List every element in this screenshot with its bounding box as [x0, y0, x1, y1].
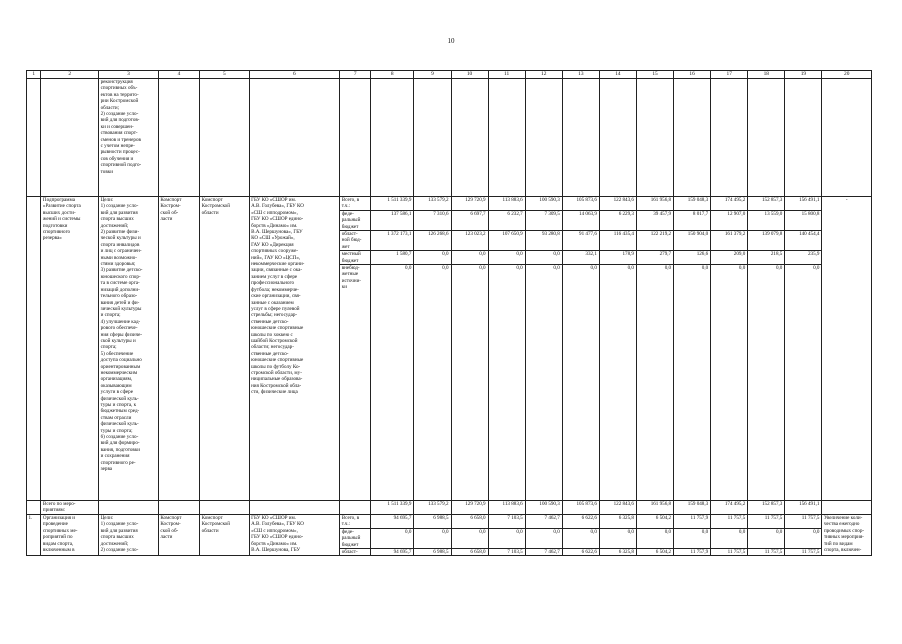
item1-executors: ГБУ КО «СШОР им. А.В. Голубева», ГБУ КО «СШ с ипподромом», ГБУ КО «СШОР едино- борств «Динамо» им. В.А. Шершунова, ГБУ — [249, 514, 340, 555]
column-number: 15 — [636, 71, 673, 79]
funding-value: 6 325,8 — [599, 514, 636, 528]
funding-value: 1 511 339,9 — [371, 197, 414, 211]
column-number: 4 — [158, 71, 199, 79]
item1-name: Организация и проведение спортивных ме- роприятий по видам спорта, включенным в — [41, 514, 99, 555]
funding-value: 105 873,6 — [562, 197, 599, 211]
funding-value: 6 988,5 — [414, 514, 451, 528]
total-value: 1 511 339,9 — [371, 501, 414, 515]
continuation-row — [27, 79, 872, 197]
funding-value: 122 843,6 — [599, 197, 636, 211]
funding-value: 178,9 — [599, 251, 636, 265]
total-value: 152 857,3 — [748, 501, 785, 515]
funding-value: 150 904,0 — [674, 231, 711, 251]
funding-value: 332,1 — [562, 251, 599, 265]
funding-value: 0,0 — [562, 528, 599, 548]
funding-value: 12 907,0 — [711, 210, 748, 230]
item1-responsible: Комспорт Костромской области — [200, 514, 249, 555]
funding-value: 0,0 — [371, 528, 414, 548]
item1-result: Увеличение коли- чества ежегодно проводимых спор- тивных мероприя- тий по видам спорта, включен- — [822, 514, 872, 555]
funding-value: 0,0 — [414, 265, 451, 501]
funding-value: 0,0 — [599, 265, 636, 501]
funding-value: 0,0 — [414, 251, 451, 265]
continuation-goals: реконструкция спортивных объ- ектов на террито- рии Костромской области; 2) создание усло- вий для подготов- ки и совершен- ствования спорт- сменов и тренеров с учетом непре- рывности процес- сов обучения и спортивной подго- товки — [99, 79, 159, 197]
funding-value: 7 462,7 — [525, 548, 562, 555]
funding-value: 235,9 — [785, 251, 822, 265]
funding-value: 0,0 — [599, 528, 636, 548]
column-number: 2 — [41, 71, 99, 79]
column-number: 3 — [99, 71, 159, 79]
funding-value: 156 491,1 — [785, 197, 822, 211]
funding-value: 152 857,3 — [748, 197, 785, 211]
funding-value: 116 435,4 — [599, 231, 636, 251]
funding-value: 279,7 — [636, 251, 673, 265]
total-label: Всего по меро- приятиям: — [41, 501, 99, 515]
funding-value: 15 800,8 — [785, 210, 822, 230]
column-number-row — [27, 71, 872, 79]
total-row — [27, 501, 872, 515]
total-value: 113 883,6 — [488, 501, 525, 515]
funding-source: Всего, в т.ч.: — [340, 197, 371, 211]
budget-table-sheet — [26, 70, 872, 644]
funding-value: 0,0 — [636, 265, 673, 501]
funding-value: 0,0 — [488, 251, 525, 265]
funding-value: 161 956,8 — [636, 197, 673, 211]
funding-value: 14 063,9 — [562, 210, 599, 230]
subprogram-row-total — [27, 197, 872, 211]
column-number: 16 — [674, 71, 711, 79]
funding-source: феде- ральный бюджет — [340, 210, 371, 230]
column-number: 1 — [27, 71, 41, 79]
funding-value: 0,0 — [562, 265, 599, 501]
subprogram-goals: Цели: 1) создание усло- вий для развития спорта высших достижений; 2) развитие физи- ческой культуры и спорта инвалидов и лиц с ограничен- ными возможно- стями здоровья; 3) развитие детско- юношеского спор- та в системе орга- низаций дополни- тельного образо- вания детей и фи- зической культуры и спорта; 4) улучшение кад- рового обеспече- ния сферы физиче- ской культуры и спорта; 5) обеспечение доступа социально ориентированным некоммерческим организациям, оказывающим услуги в сфере физической куль- туры и спорта, к бюджетным сред- ствам отрасли физической куль- туры и спорта; 6) создание усло- вий для формиро- вания, подготовки и сохранения спортивного ре- зерва — [99, 197, 159, 501]
column-number: 14 — [599, 71, 636, 79]
funding-value: 7 309,5 — [525, 210, 562, 230]
column-number: 19 — [785, 71, 822, 79]
column-number: 7 — [340, 71, 371, 79]
funding-value: 126,6 — [674, 251, 711, 265]
funding-value: 0,0 — [748, 528, 785, 548]
total-value: 122 843,6 — [599, 501, 636, 515]
funding-value: 0,0 — [488, 528, 525, 548]
funding-value: 113 883,6 — [488, 197, 525, 211]
funding-value: 140 454,4 — [785, 231, 822, 251]
funding-value: 107 650,9 — [488, 231, 525, 251]
funding-value: 6 622,6 — [562, 514, 599, 528]
funding-value: 218,5 — [748, 251, 785, 265]
funding-value: 122 219,2 — [636, 231, 673, 251]
funding-value: 0,0 — [451, 528, 488, 548]
funding-value: 6 622,6 — [562, 548, 599, 555]
subprogram-executors: ГБУ КО «СШОР им. А.В. Голубева», ГБУ КО «СШ с ипподромом», ГБУ КО «СШОР едино- борств «Динамо» им. В.А. Шершунова», ГБУ КО «СШ «Урожай», ГАУ КО «Дирекция спортивных сооруже- ний», ГАУ КО «ЦСП», некоммерческие органи- зации, связанные с ока- занием услуг в сфере профессионального футбола; некоммерче- ские организации, свя- занные с оказанием услуг в сфере пулевой стрельбы; негосудар- ственные детско- юношеские спортивные школы по хоккею с шайбой Костромской области; негосудар- ственные детско- юношеские спортивные школы по футболу Ко- стромской области, му- ниципальные образова- ния Костромской обла- сти, физические лица — [249, 197, 340, 501]
funding-value: 126 268,6 — [414, 231, 451, 251]
funding-value: 8 017,7 — [674, 210, 711, 230]
funding-value: 11 757,5 — [711, 514, 748, 528]
column-number: 12 — [525, 71, 562, 79]
funding-value: 93 280,8 — [525, 231, 562, 251]
funding-value: 161 379,2 — [711, 231, 748, 251]
funding-value: 11 757,9 — [674, 548, 711, 555]
funding-source: област- ной бюд- жет — [340, 231, 371, 251]
funding-value: 159 048,3 — [674, 197, 711, 211]
funding-value: 7 462,7 — [525, 514, 562, 528]
funding-value: 209,0 — [711, 251, 748, 265]
funding-value: 137 586,1 — [371, 210, 414, 230]
funding-value: 0,0 — [636, 528, 673, 548]
funding-value: 0,0 — [785, 265, 822, 501]
funding-value: 133 579,2 — [414, 197, 451, 211]
funding-value: 0,0 — [451, 265, 488, 501]
funding-value: 0,0 — [414, 528, 451, 548]
total-value: 174 495,2 — [711, 501, 748, 515]
funding-value: 100 590,3 — [525, 197, 562, 211]
funding-value: 0,0 — [674, 528, 711, 548]
funding-value: 6 504,2 — [636, 514, 673, 528]
subprogram-result: - — [822, 197, 872, 501]
column-number: 6 — [249, 71, 340, 79]
funding-value: 0,0 — [525, 251, 562, 265]
funding-value: 7 103,5 — [488, 548, 525, 555]
total-result-empty — [822, 501, 872, 515]
funding-value: 0,0 — [488, 265, 525, 501]
item1-goals: Цели: 1) создание усло- вий для развития спорта высших достижений; 2) создание усло- — [99, 514, 159, 555]
funding-source: Всего, в т.ч.: — [340, 514, 371, 528]
column-number: 11 — [488, 71, 525, 79]
funding-value: 6 988,5 — [414, 548, 451, 555]
funding-value: 0,0 — [748, 265, 785, 501]
subprogram-responsible: Комспорт Костромской области — [200, 197, 249, 501]
funding-value: 7 103,5 — [488, 514, 525, 528]
funding-value: 11 757,5 — [785, 548, 822, 555]
total-value: 159 048,3 — [674, 501, 711, 515]
funding-value: 0,0 — [525, 528, 562, 548]
budget-table — [26, 70, 872, 556]
subprogram-coordinator: Комспорт Костром- ской об- ласти — [158, 197, 199, 501]
funding-value: 174 495,2 — [711, 197, 748, 211]
funding-value: 11 757,5 — [748, 514, 785, 528]
total-value: 133 579,2 — [414, 501, 451, 515]
column-number: 20 — [822, 71, 872, 79]
funding-value: 0,0 — [785, 528, 822, 548]
funding-value: 123 023,2 — [451, 231, 488, 251]
funding-value: 11 757,9 — [674, 514, 711, 528]
funding-value: 6 697,7 — [451, 210, 488, 230]
funding-source: местный бюджет — [340, 251, 371, 265]
column-number: 10 — [451, 71, 488, 79]
funding-source: феде- ральный бюджет — [340, 528, 371, 548]
funding-value: 0,0 — [525, 265, 562, 501]
total-value: 105 873,6 — [562, 501, 599, 515]
item1-number: 1. — [27, 514, 41, 555]
funding-value: 11 757,5 — [748, 548, 785, 555]
item1-coordinator: Комспорт Костром- ской об- ласти — [158, 514, 199, 555]
funding-value: 7 310,6 — [414, 210, 451, 230]
funding-value: 6 229,3 — [599, 210, 636, 230]
funding-value: 39 457,9 — [636, 210, 673, 230]
column-number: 8 — [371, 71, 414, 79]
subprogram-name: Подпрограмма «Развитие спорта высших дости- жений и системы подготовки спортивного резерва» — [41, 197, 99, 501]
funding-source: област- — [340, 548, 371, 555]
funding-source: внебюд- жетные источни- ки — [340, 265, 371, 501]
funding-value: 94 695,7 — [371, 514, 414, 528]
funding-value: 0,0 — [451, 251, 488, 265]
column-number: 17 — [711, 71, 748, 79]
funding-value: 6 504,2 — [636, 548, 673, 555]
funding-value: 0,0 — [674, 265, 711, 501]
funding-value: 6 325,8 — [599, 548, 636, 555]
column-number: 13 — [562, 71, 599, 79]
funding-value: 6 658,0 — [451, 548, 488, 555]
funding-value: 0,0 — [711, 265, 748, 501]
funding-value: 0,0 — [371, 265, 414, 501]
total-value: 129 720,9 — [451, 501, 488, 515]
funding-value: 6 658,0 — [451, 514, 488, 528]
funding-value: 6 232,7 — [488, 210, 525, 230]
page-number: 10 — [447, 37, 455, 45]
funding-value: 13 559,0 — [748, 210, 785, 230]
funding-value: 1 372 173,1 — [371, 231, 414, 251]
total-value: 156 491,1 — [785, 501, 822, 515]
funding-value: 0,0 — [711, 528, 748, 548]
column-number: 18 — [748, 71, 785, 79]
funding-value: 11 757,5 — [785, 514, 822, 528]
column-number: 5 — [200, 71, 249, 79]
item1-row-total — [27, 514, 872, 528]
funding-value: 139 079,8 — [748, 231, 785, 251]
total-value: 100 590,3 — [525, 501, 562, 515]
funding-value: 11 757,5 — [711, 548, 748, 555]
column-number: 9 — [414, 71, 451, 79]
funding-value: 1 580,7 — [371, 251, 414, 265]
funding-value: 129 720,9 — [451, 197, 488, 211]
funding-value: 94 695,7 — [371, 548, 414, 555]
funding-value: 91 477,6 — [562, 231, 599, 251]
total-value: 161 956,8 — [636, 501, 673, 515]
